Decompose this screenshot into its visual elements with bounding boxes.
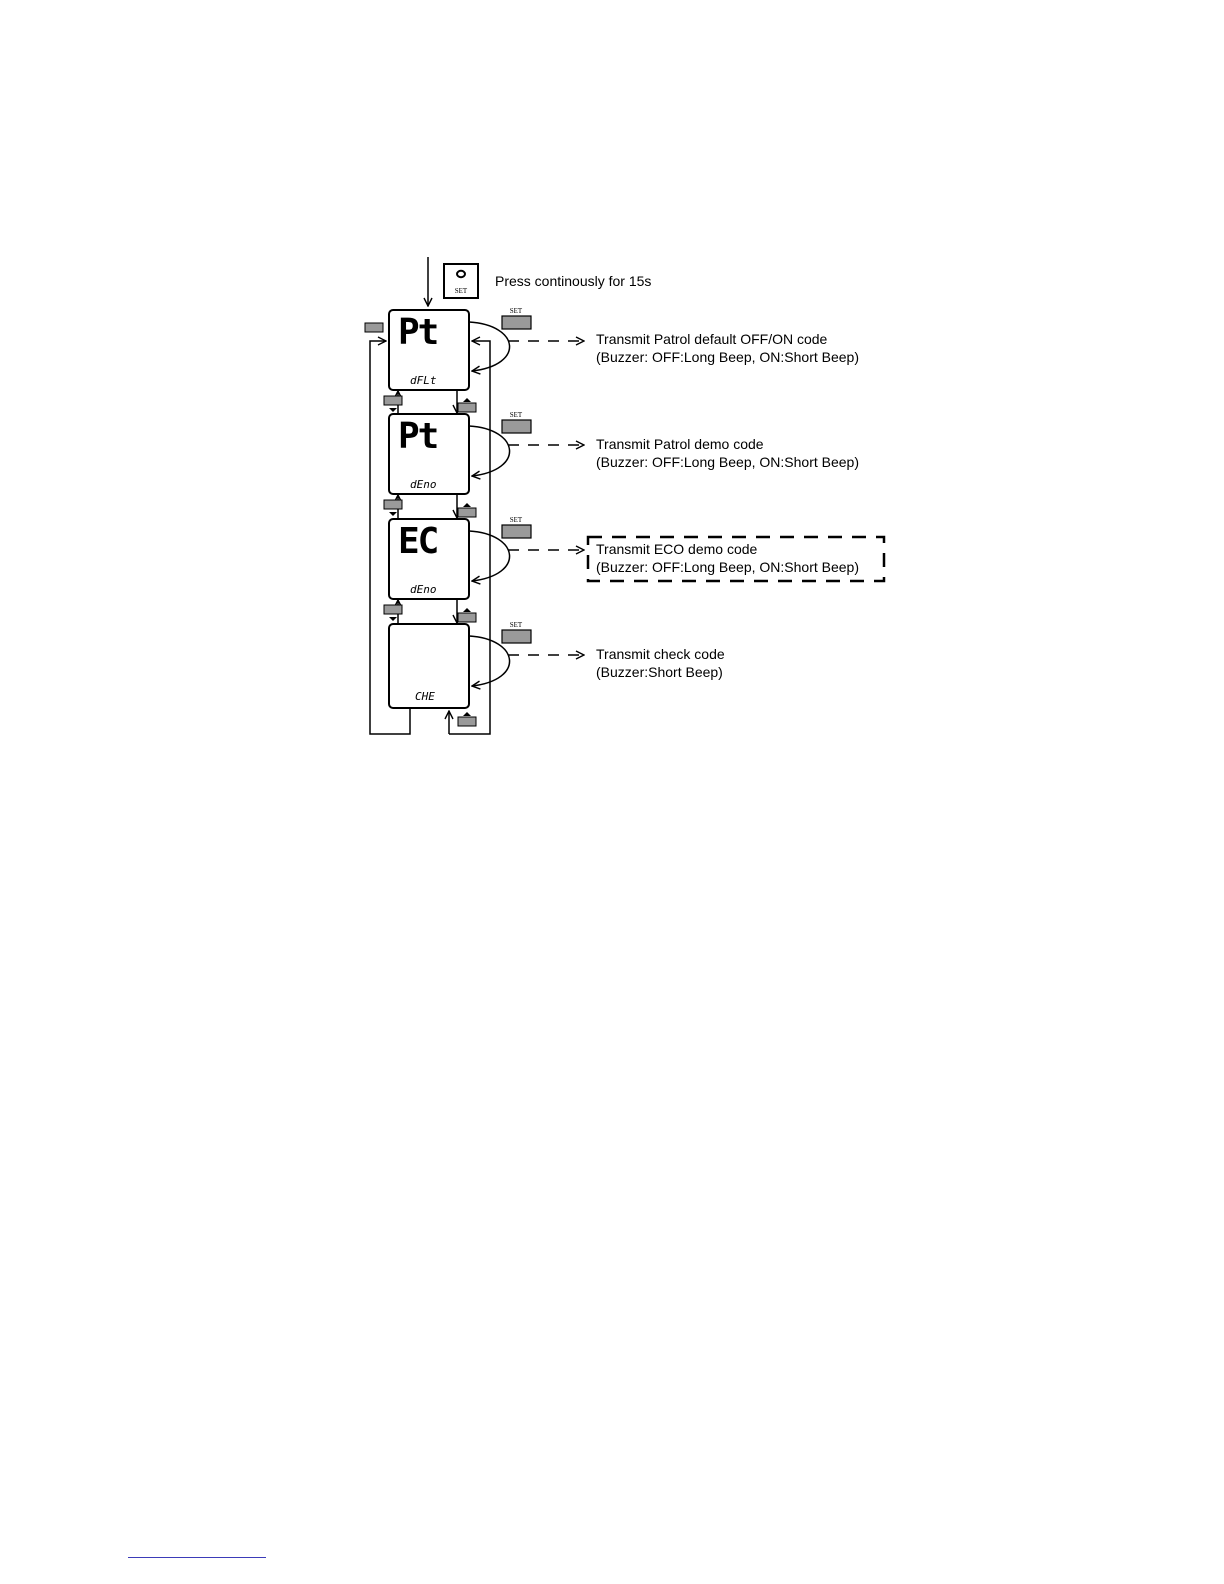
action-buzzer: (Buzzer: OFF:Long Beep, ON:Short Beep) [596, 349, 860, 365]
down-button[interactable] [384, 500, 402, 516]
lcd-sub-text: dEno [410, 583, 437, 596]
down-button[interactable] [365, 323, 383, 332]
down-button[interactable] [384, 396, 402, 412]
up-button[interactable] [458, 503, 476, 517]
action-buzzer: (Buzzer: OFF:Long Beep, ON:Short Beep) [596, 559, 860, 575]
up-triangle-icon [463, 503, 471, 507]
action-buzzer: (Buzzer:Short Beep) [596, 664, 723, 680]
lcd-sub-text: CHE [415, 690, 435, 703]
footnote-rule [128, 1557, 266, 1558]
set-button-label: SET [454, 287, 468, 295]
up-button[interactable] [458, 398, 476, 412]
set-button-small-4[interactable] [502, 621, 531, 643]
action-4 [596, 646, 725, 680]
down-triangle-icon [389, 408, 397, 412]
action-title: Transmit Patrol default OFF/ON code [596, 331, 828, 347]
set-button-small-3[interactable] [502, 516, 531, 538]
svg-text:SET: SET [509, 307, 523, 315]
set-button-small-2[interactable] [502, 411, 531, 433]
action-1 [596, 331, 859, 365]
lcd-sub-text: dFLt [410, 374, 437, 387]
up-button[interactable] [458, 608, 476, 622]
action-2 [596, 436, 859, 470]
down-button[interactable] [384, 605, 402, 621]
down-triangle-icon [389, 617, 397, 621]
action-3 [596, 541, 859, 575]
lcd-screen-3 [389, 519, 469, 599]
up-triangle-icon [463, 398, 471, 402]
lcd-main-text: Pt [398, 416, 438, 457]
action-title: Transmit check code [596, 646, 725, 662]
lcd-screen-4 [389, 624, 469, 708]
lcd-screen-1 [389, 310, 469, 390]
action-buzzer: (Buzzer: OFF:Long Beep, ON:Short Beep) [596, 454, 860, 470]
svg-text:SET: SET [509, 621, 523, 629]
lcd-main-text: Pt [398, 312, 438, 353]
action-title: Transmit ECO demo code [596, 541, 758, 557]
svg-text:SET: SET [509, 516, 523, 524]
set-button-large[interactable] [444, 264, 478, 298]
action-title: Transmit Patrol demo code [596, 436, 764, 452]
lcd-main-text: EC [398, 521, 438, 562]
lcd-sub-text: dEno [410, 478, 437, 491]
svg-text:SET: SET [509, 411, 523, 419]
up-triangle-icon [463, 608, 471, 612]
up-triangle-icon [463, 712, 471, 716]
press-instruction: Press continously for 15s [495, 273, 652, 289]
lcd-screen-2 [389, 414, 469, 494]
set-button-small-1[interactable] [502, 307, 531, 329]
up-button[interactable] [458, 712, 476, 726]
down-triangle-icon [389, 512, 397, 516]
